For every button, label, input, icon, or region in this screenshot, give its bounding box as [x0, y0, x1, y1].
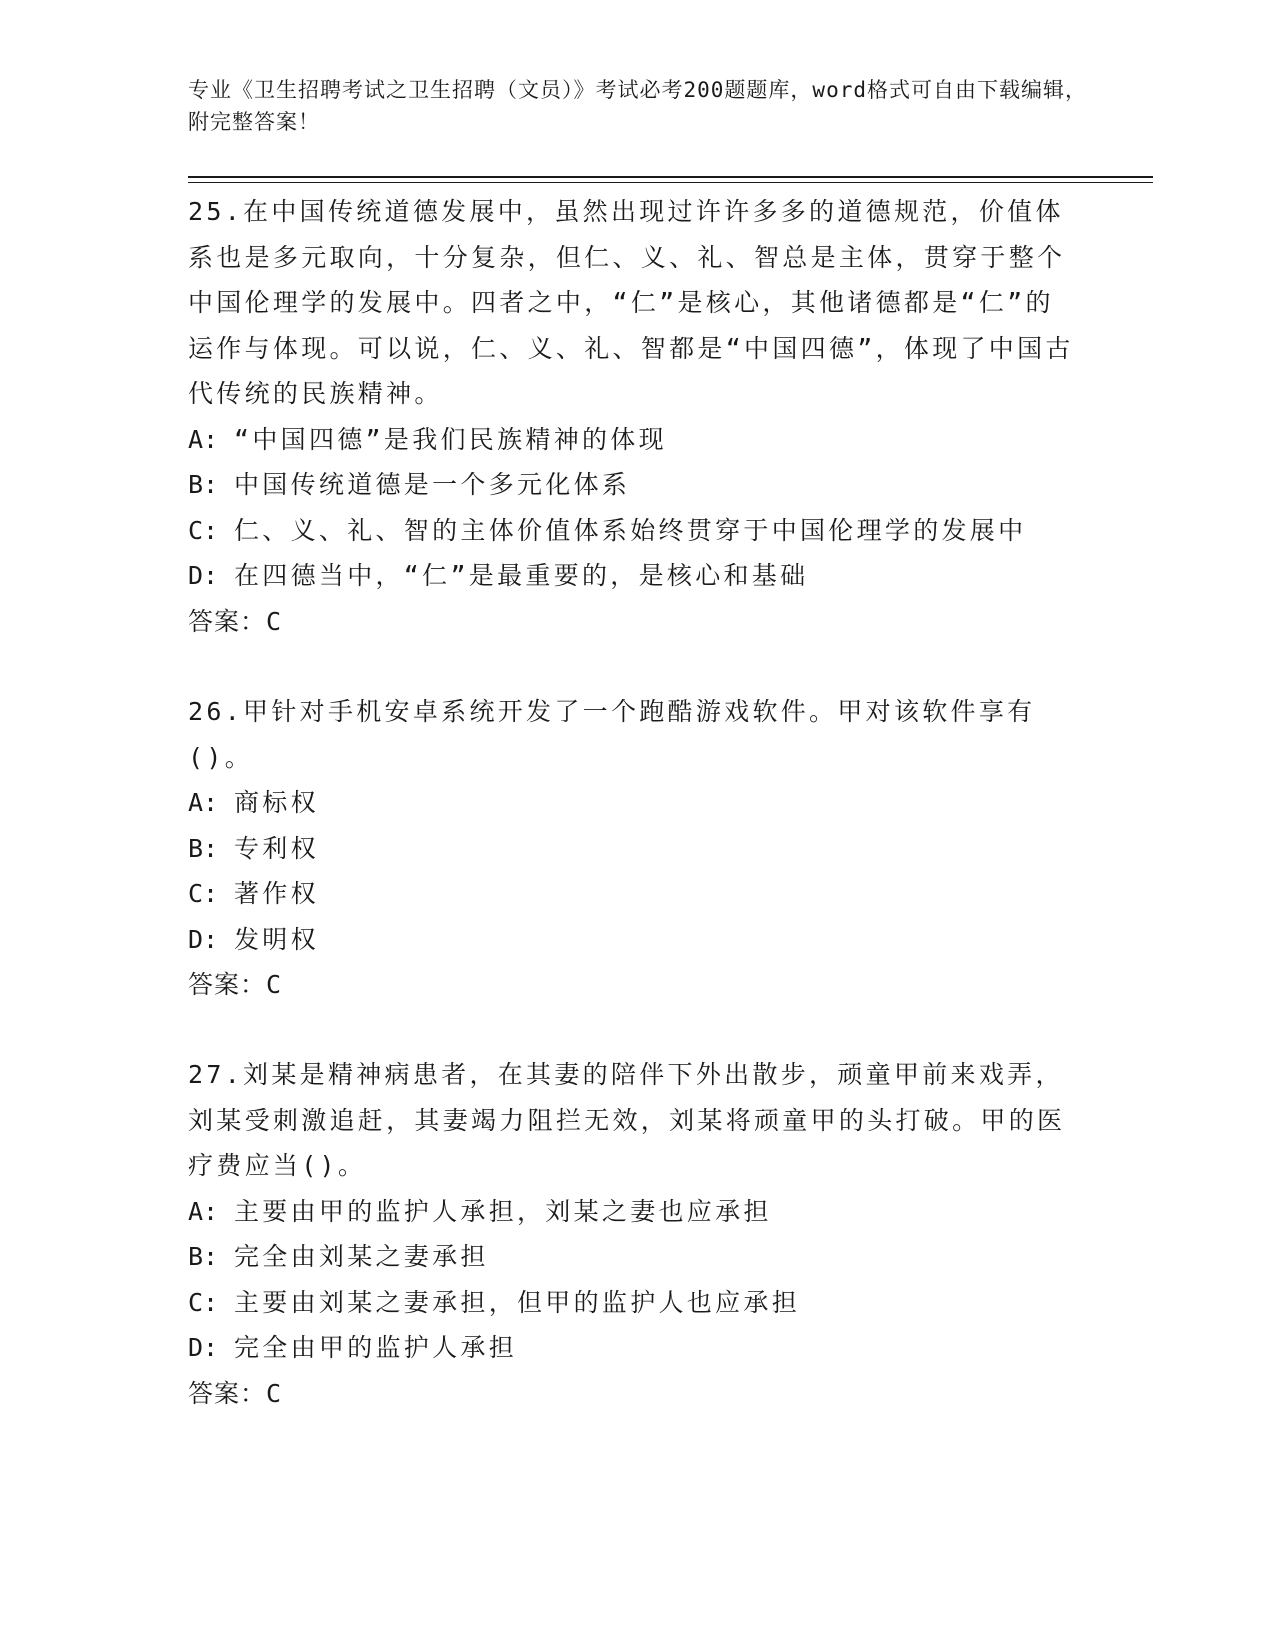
option-b: [188, 1234, 1078, 1280]
option-text: 中国传统道德是一个多元化体系: [234, 470, 631, 499]
option-a: [188, 780, 1078, 826]
question-27: [188, 1052, 1078, 1416]
option-letter: C:: [188, 879, 219, 908]
option-letter: B:: [188, 470, 219, 499]
option-a: [188, 1189, 1078, 1235]
answer-line: 答案：C: [188, 606, 283, 636]
option-c: [188, 871, 1078, 917]
option-letter: A:: [188, 1196, 219, 1226]
question-26: [188, 689, 1078, 1008]
option-a: [188, 417, 1078, 463]
option-letter: C:: [188, 1287, 219, 1317]
question-text: 27.刘某是精神病患者，在其妻的陪伴下外出散步，顽童甲前来戏弄，刘某受刺激追赶，其妻竭力阻拦无效，刘某将顽童甲的头打破。甲的医疗费应当()。: [188, 1060, 1066, 1180]
document-header: 专业《卫生招聘考试之卫生招聘（文员）》考试必考200题题库，word格式可自由下载编辑，附完整答案！: [188, 78, 1087, 134]
option-d: [188, 917, 1078, 963]
option-text: 商标权: [234, 788, 319, 817]
option-letter: B:: [188, 833, 219, 863]
option-d: [188, 553, 1078, 599]
option-letter: A:: [188, 424, 219, 454]
option-text: 完全由刘某之妻承担: [234, 1242, 489, 1271]
option-letter: D:: [188, 924, 219, 954]
option-text: 主要由刘某之妻承担，但甲的监护人也应承担: [234, 1287, 801, 1317]
option-text: 著作权: [234, 879, 319, 908]
option-d: [188, 1325, 1078, 1371]
option-text: 完全由甲的监护人承担: [234, 1333, 518, 1362]
option-text: “中国四德”是我们民族精神的体现: [234, 424, 667, 454]
question-text: 26.甲针对手机安卓系统开发了一个跑酷游戏软件。甲对该软件享有()。: [188, 697, 1036, 772]
option-letter: B:: [188, 1242, 219, 1271]
option-letter: A:: [188, 788, 219, 817]
option-letter: D:: [188, 1333, 219, 1362]
answer-line: 答案：C: [188, 1378, 283, 1408]
header-divider-thick: [188, 176, 1153, 178]
option-text: 发明权: [234, 924, 319, 954]
option-c: [188, 508, 1078, 554]
question-text: 25.在中国传统道德发展中，虽然出现过许许多多的道德规范，价值体系也是多元取向，十分复杂，但仁、义、礼、智总是主体，贯穿于整个中国伦理学的发展中。四者之中，“仁”是核心，其他诸德都是“仁”的运作与体现。可以说，仁、义、礼、智都是“中国四德”，体现了中国古代传统的民族精神。: [188, 197, 1074, 408]
header-divider-thin: [188, 182, 1153, 183]
option-letter: D:: [188, 561, 219, 590]
option-text: 专利权: [234, 833, 319, 863]
question-25: [188, 189, 1078, 644]
option-b: [188, 462, 1078, 508]
option-c: [188, 1280, 1078, 1326]
option-text: 在四德当中，“仁”是最重要的，是核心和基础: [234, 561, 809, 590]
option-b: [188, 826, 1078, 872]
option-text: 仁、义、礼、智的主体价值体系始终贯穿于中国伦理学的发展中: [234, 515, 1027, 545]
option-text: 主要由甲的监护人承担，刘某之妻也应承担: [234, 1196, 772, 1226]
option-letter: C:: [188, 515, 219, 545]
answer-line: 答案：C: [188, 970, 283, 999]
